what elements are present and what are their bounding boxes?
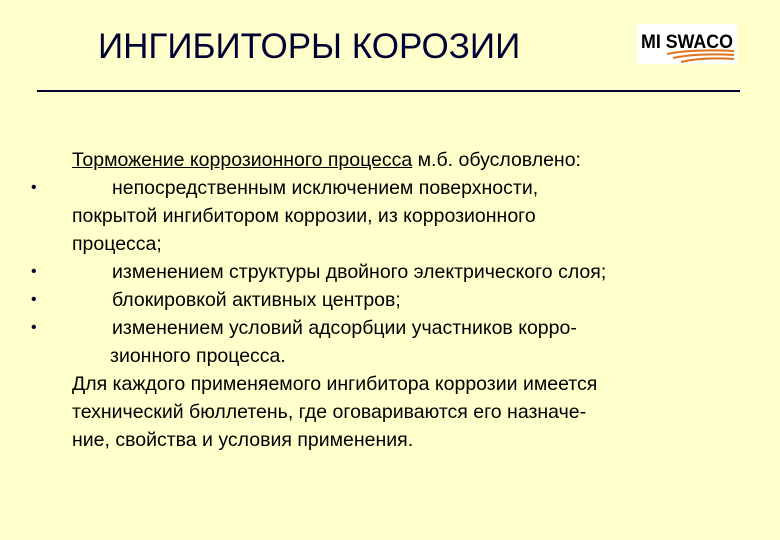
logo-graphic (637, 24, 737, 64)
title-divider (37, 90, 740, 92)
bullet-marker: • (31, 319, 37, 336)
closing-text: Для каждого применяемого ингибитора коррозии имеется (72, 373, 598, 395)
list-item-text: непосредственным исключением поверхности, (112, 177, 539, 199)
slide-body (0, 146, 780, 454)
closing-text: технический бюллетень, где оговариваются его назначе- (72, 401, 587, 423)
slide-title: ИНГИБИТОРЫ КОРОЗИИ (98, 27, 521, 66)
closing-line (0, 398, 780, 426)
list-item-continuation (0, 342, 780, 370)
list-item-text: изменением структуры двойного электрического слоя; (112, 261, 607, 283)
list-item-text: процесса; (72, 233, 162, 255)
list-item (0, 314, 780, 342)
list-item (0, 286, 780, 314)
closing-line (0, 370, 780, 398)
list-item-continuation (0, 230, 780, 258)
closing-line (0, 426, 780, 454)
list-item-text: изменением условий адсорбции участников корро- (112, 317, 577, 339)
logo-text: MI SWACO (641, 32, 733, 53)
intro-line (0, 146, 780, 174)
list-item (0, 258, 780, 286)
closing-text: ние, свойства и условия применения. (72, 429, 414, 451)
bullet-marker: • (31, 291, 37, 308)
list-item (0, 174, 780, 202)
bullet-marker: • (31, 263, 37, 280)
company-logo (637, 24, 737, 64)
list-item-continuation (0, 202, 780, 230)
bullet-marker: • (31, 179, 37, 196)
intro-rest: м.б. обусловлено: (412, 149, 581, 171)
list-item-text: зионного процесса. (110, 345, 286, 367)
list-item-text: блокировкой активных центров; (112, 289, 401, 311)
intro-underlined: Торможение коррозионного процесса (72, 149, 413, 171)
list-item-text: покрытой ингибитором коррозии, из коррозионного (72, 205, 536, 227)
